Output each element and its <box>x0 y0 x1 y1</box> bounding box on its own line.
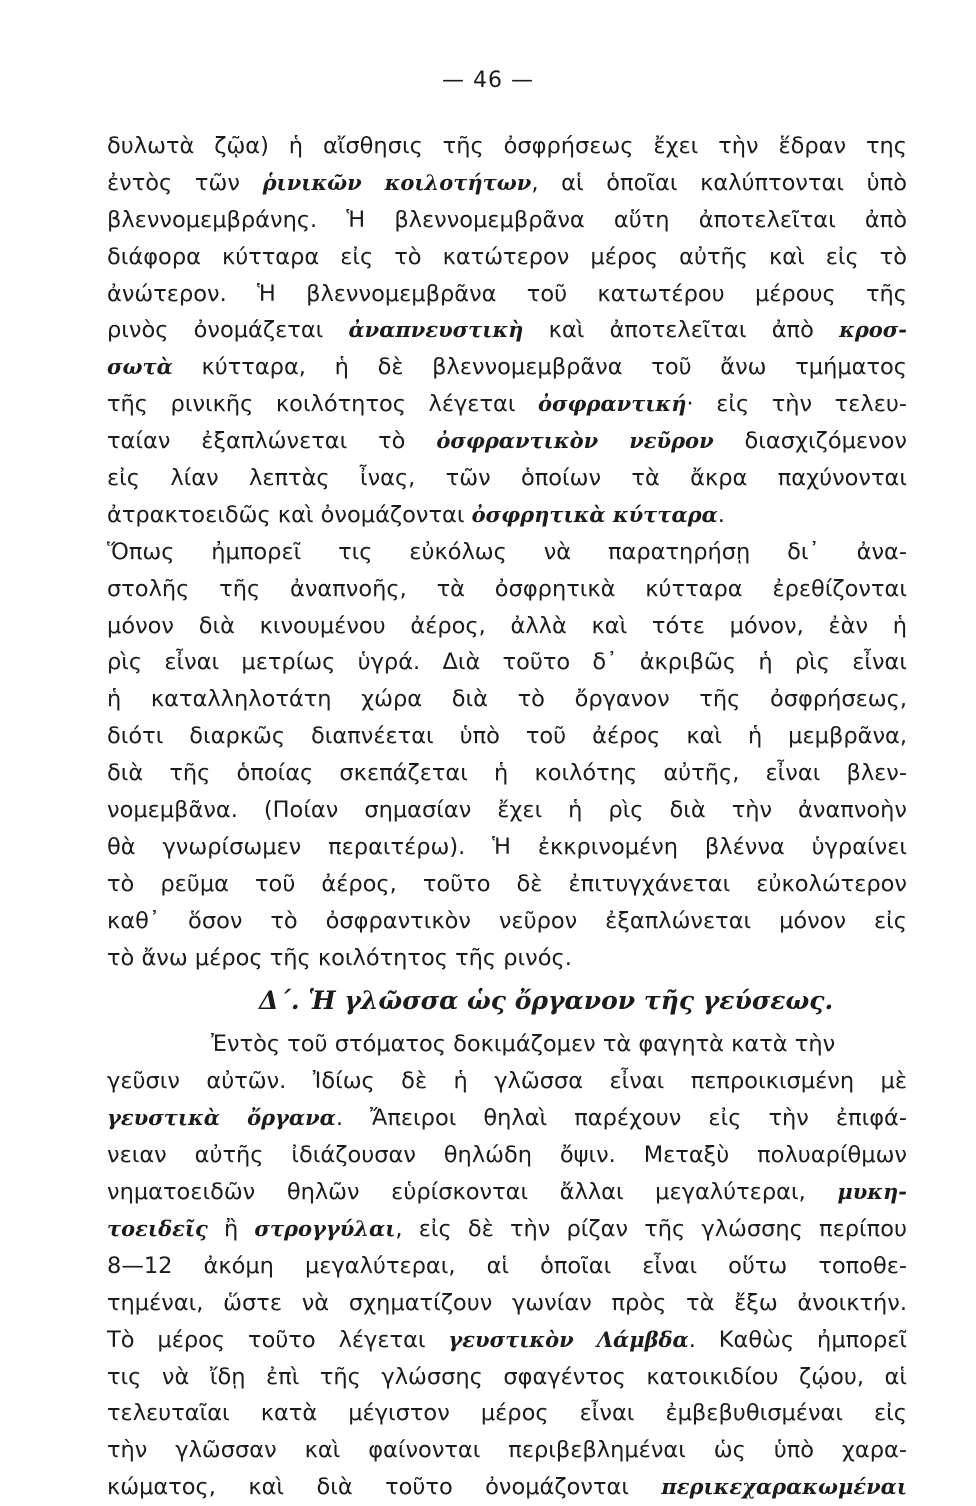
text-line <box>107 1211 907 1248</box>
text-run: . Ἄπειροι θηλαὶ παρέχουν εἰς τὴν ἐπιφά- <box>335 1105 908 1132</box>
text-run: νηματοειδῶν θηλῶν εὑρίσκονται ἄλλαι μεγαλύτεραι, <box>107 1179 838 1206</box>
text-run: διότι διαρκῶς διαπνέεται ὑπὸ τοῦ ἀέρος καὶ ἡ μεμβρᾶνα, <box>107 723 907 750</box>
text-run: τημέναι, ὥστε νὰ σχηματίζουν γωνίαν πρὸς τὰ ἔξω ἀνοικτήν. <box>107 1289 907 1316</box>
text-run: τελευταῖαι κατὰ μέγιστον μέρος εἶναι ἐμβεβυθισμέναι εἰς <box>107 1400 907 1427</box>
text-run: τὴν γλῶσσαν καὶ φαίνονται περιβεβλημέναι ὡς ὑπὸ χαρα- <box>107 1437 907 1464</box>
text-line <box>107 608 907 645</box>
text-line <box>107 312 907 349</box>
text-run: νειαν αὐτῆς ἰδιάζουσαν θηλώδη ὄψιν. Μεταξὺ πολυαρίθμων <box>107 1142 907 1169</box>
paragraph-tongue-taste <box>107 1026 907 1506</box>
text-run: τῆς ρινικῆς κοιλότητος λέγεται <box>107 391 539 418</box>
text-run: κώματος, καὶ διὰ τοῦτο ὀνομάζονται <box>107 1474 662 1501</box>
text-run: , αἱ ὁποῖαι καλύπτονται ὑπὸ <box>531 169 907 196</box>
emphasized-term: ὀσφρητικὰ κύτταρα <box>471 501 718 527</box>
text-line <box>107 1359 907 1396</box>
text-run: Ἐντὸς τοῦ στόματος δοκιμάζομεν τὰ φαγητὰ κατὰ τὴν <box>211 1031 836 1058</box>
emphasized-term: γευστικὸν Λάμβδα <box>448 1326 689 1352</box>
text-line <box>107 792 907 829</box>
text-line <box>107 1248 907 1285</box>
text-run: ρὶς εἶναι μετρίως ὑγρά. Διὰ τοῦτο δ᾽ ἀκριβῶς ἡ ρὶς εἶναι <box>107 649 907 676</box>
emphasized-term: περικεχαρακωμέναι <box>661 1474 907 1500</box>
text-run: ἢ <box>207 1215 255 1242</box>
text-line <box>107 165 907 202</box>
text-run: τις νὰ ἴδῃ ἐπὶ τῆς γλώσσης σφαγέντος κατοικιδίου ζῴου, αἱ <box>107 1363 907 1390</box>
text-run: μόνον διὰ κινουμένου ἀέρος, ἀλλὰ καὶ τότε μόνον, ἐὰν ἡ <box>107 612 907 639</box>
emphasized-term: κροσ- <box>839 317 907 343</box>
text-line <box>107 1063 907 1100</box>
text-line <box>107 903 907 940</box>
text-run: τὸ ἄνω μέρος τῆς κοιλότητος τῆς ρινός. <box>107 944 572 971</box>
text-run: τὸ ρεῦμα τοῦ ἀέρος, τοῦτο δὲ ἐπιτυγχάνεται εὐκολώτερον <box>107 870 907 897</box>
text-run: διὰ τῆς ὁποίας σκεπάζεται ἡ κοιλότης αὐτῆς, εἶναι βλεν- <box>107 760 907 787</box>
text-run: καθ᾽ ὅσον τὸ ὀσφραντικὸν νεῦρον ἐξαπλώνεται μόνον εἰς <box>107 907 907 934</box>
text-line <box>107 497 907 534</box>
text-line <box>107 644 907 681</box>
text-run: καὶ ἀποτελεῖται ἀπὸ <box>523 317 840 344</box>
emphasized-term: σωτὰ <box>107 354 173 380</box>
text-run: , εἰς δὲ τὴν ρίζαν τῆς γλώσσης περίπου <box>395 1215 907 1242</box>
text-line <box>107 755 907 792</box>
emphasized-term: ἀναπνευστικὴ <box>348 317 524 343</box>
text-run: . <box>717 501 725 528</box>
text-run: κύτταρα, ἡ δὲ βλεννομεμβρᾶνα τοῦ ἄνω τμήματος <box>172 354 907 381</box>
text-line <box>107 829 907 866</box>
text-run: νομεμβᾶνα. (Ποίαν σημασίαν ἔχει ἡ ρὶς διὰ τὴν ἀναπνοὴν <box>107 797 907 824</box>
text-line <box>107 276 907 313</box>
text-line <box>107 1285 907 1322</box>
text-line <box>107 239 907 276</box>
text-run: ταίαν ἐξαπλώνεται τὸ <box>107 428 437 455</box>
text-line <box>107 571 907 608</box>
body-text <box>107 128 907 1506</box>
text-line <box>107 1432 907 1469</box>
text-run: διασχιζόμενον <box>713 428 907 455</box>
text-line <box>107 1174 907 1211</box>
text-run: ἡ καταλληλοτάτη χώρα διὰ τὸ ὄργανον τῆς ὀσφρήσεως, <box>107 686 907 713</box>
emphasized-term: ὀσφραντική <box>538 391 687 417</box>
text-line <box>107 423 907 460</box>
text-line <box>107 1100 907 1137</box>
text-line <box>107 866 907 903</box>
section-heading: Δ΄. Ἡ γλῶσσα ὡς ὄργανον τῆς γεύσεως. <box>259 986 834 1016</box>
text-run: ἀνώτερον. Ἡ βλεννομεμβρᾶνα τοῦ κατωτέρου μέρους τῆς <box>107 280 907 307</box>
text-run: ρινὸς ὀνομάζεται <box>107 317 349 344</box>
emphasized-term: ὀσφραντικὸν νεῦρον <box>436 428 714 454</box>
text-run: . Καθὼς ἠμπορεῖ <box>688 1326 908 1353</box>
text-run: θὰ γνωρίσωμεν περαιτέρω). Ἡ ἐκκρινομένη βλέννα ὑγραίνει <box>107 833 907 860</box>
text-run: δυλωτὰ ζῷα) ἡ αἴσθησις τῆς ὀσφρήσεως ἔχει τὴν ἕδραν της <box>107 133 907 159</box>
text-line <box>107 1137 907 1174</box>
text-line <box>107 349 907 386</box>
text-line <box>107 386 907 423</box>
text-run: Τὸ μέρος τοῦτο λέγεται <box>107 1326 449 1353</box>
emphasized-term: στρογγύλαι <box>254 1215 396 1241</box>
text-line <box>107 202 907 239</box>
text-line <box>107 718 907 755</box>
text-line <box>107 460 907 497</box>
emphasized-term: τοειδεῖς <box>107 1215 208 1241</box>
text-line <box>107 1322 907 1359</box>
text-run: 8—12 ἀκόμη μεγαλύτεραι, αἱ ὁποῖαι εἶναι οὕτω τοποθε- <box>107 1252 907 1279</box>
text-line <box>107 1469 907 1506</box>
text-line <box>107 681 907 718</box>
emphasized-term: μυκη- <box>837 1179 907 1205</box>
page-number: — 46 — <box>442 68 534 93</box>
text-run: διάφορα κύτταρα εἰς τὸ κατώτερον μέρος αὐτῆς καὶ εἰς τὸ <box>107 243 907 270</box>
paragraph-olfactory-membrane <box>107 128 907 534</box>
text-run: βλεννομεμβράνης. Ἡ βλεννομεμβρᾶνα αὕτη ἀποτελεῖται ἀπὸ <box>107 206 907 233</box>
text-line <box>107 940 907 977</box>
text-run: εἰς λίαν λεπτὰς ἶνας, τῶν ὁποίων τὰ ἄκρα παχύνονται <box>107 465 907 492</box>
text-run: Ὅπως ἠμπορεῖ τις εὐκόλως νὰ παρατηρήσῃ δι᾽ ἀνα- <box>107 538 907 565</box>
text-run: ἐντὸς τῶν <box>107 169 263 196</box>
text-line <box>107 128 907 165</box>
emphasized-term: γευστικὰ ὄργανα <box>107 1105 336 1131</box>
text-run: ἀτρακτοειδῶς καὶ ὀνομάζονται <box>107 501 472 528</box>
paragraph-olfactory-cells <box>107 534 907 977</box>
text-run: στολῆς τῆς ἀναπνοῆς, τὰ ὀσφρητικὰ κύτταρα ἐρεθίζονται <box>107 575 907 602</box>
text-line <box>107 534 907 571</box>
text-line <box>107 1026 907 1063</box>
emphasized-term: ῥινικῶν κοιλοτήτων <box>262 169 532 195</box>
text-run: · εἰς τὴν τελευ- <box>686 391 907 418</box>
text-line <box>107 1395 907 1432</box>
text-run: γεῦσιν αὐτῶν. Ἰδίως δὲ ἡ γλῶσσα εἶναι πεπροικισμένη μὲ <box>107 1068 907 1095</box>
